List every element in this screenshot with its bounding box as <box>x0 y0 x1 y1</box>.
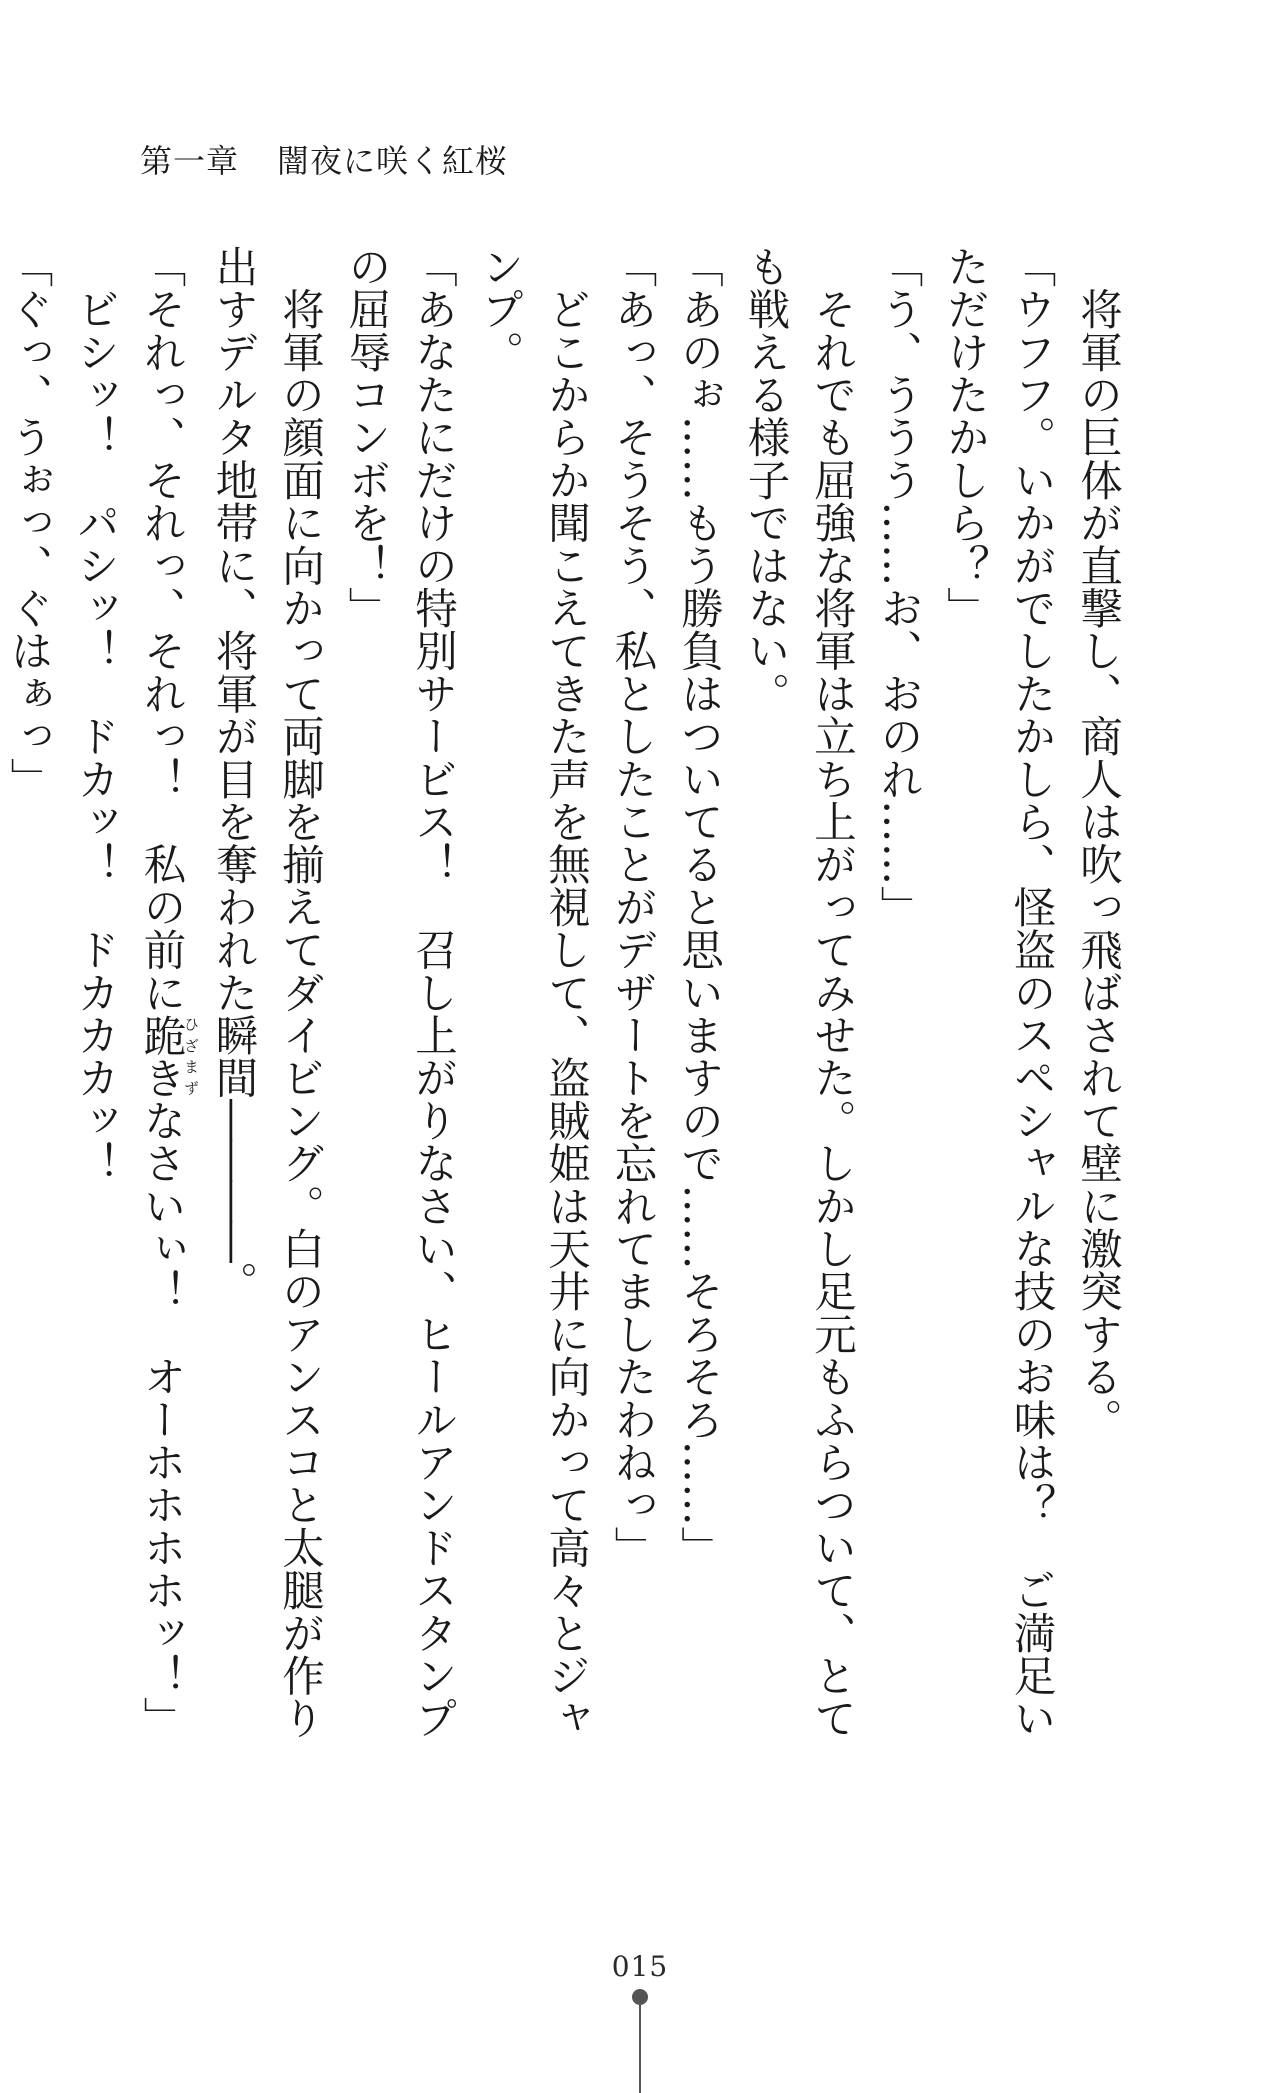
paragraph: 「ウフフ。いかがでしたかしら、怪盗のスペシャルな技のお味は？ ご満足いただけたかしら？」 <box>940 245 1056 1740</box>
paragraph: それでも屈強な将軍は立ち上がってみせた。しかし足元もふらついて、とても戦える様子ではない。 <box>740 245 856 1740</box>
running-head <box>140 136 508 182</box>
paragraph: 将軍の巨体が直撃し、商人は吹っ飛ばされて壁に激突する。 <box>1073 245 1122 1441</box>
em-dash: ―――― <box>208 1099 258 1261</box>
chapter-title: 闇夜に咲く紅桜 <box>277 142 509 180</box>
paragraph-with-dash <box>199 245 332 1755</box>
page-marker-dot <box>632 1989 648 2005</box>
page-number: 015 <box>611 1950 669 1983</box>
ruby-word <box>136 1013 200 1100</box>
paragraph: ビシッ！ パシッ！ ドカッ！ ドカカカッ！ <box>70 245 119 1185</box>
paragraph: 「ぐっ、うぉっ、ぐはぁっ」 <box>3 245 53 801</box>
body-text <box>0 245 1130 1755</box>
ruby-base: 跪き <box>136 1013 186 1100</box>
paragraph: 「あのぉ……もう勝負はついてると思いますので……そろそろ……」 <box>674 245 723 1569</box>
paragraph-text: なさいぃ！ オーホホホホッ！」 <box>136 1099 186 1740</box>
period: 。 <box>208 1261 258 1304</box>
page-marker-line <box>639 2005 641 2093</box>
paragraph: 「あなたにだけの特別サービス！ 召し上がりなさい、ヒールアンドスタンプの屈辱コンボを！」 <box>341 245 457 1740</box>
paragraph: どこからか聞こえてきた声を無視して、盗賊姫は天井に向かって高々とジャンプ。 <box>474 245 590 1740</box>
page-marker <box>637 1989 643 2093</box>
paragraph-with-ruby <box>127 245 199 1755</box>
paragraph-text: 将軍の顔面に向かって両脚を揃えてダイビング。白のアンスコと太腿が作り出すデルタ地帯に、将軍が目を奪われた瞬間 <box>208 245 324 1740</box>
paragraph-text: 「それっ、それっ、それっ！ 私の前に <box>136 245 186 1014</box>
chapter-number: 第一章 <box>140 142 240 180</box>
paragraph: 「う、ううう……お、おのれ……」 <box>873 245 923 929</box>
ruby-reading: ひざまず <box>182 1013 200 1100</box>
paragraph: 「あっ、そうそう、私としたことがデザートを忘れてましたわねっ」 <box>607 245 657 1569</box>
